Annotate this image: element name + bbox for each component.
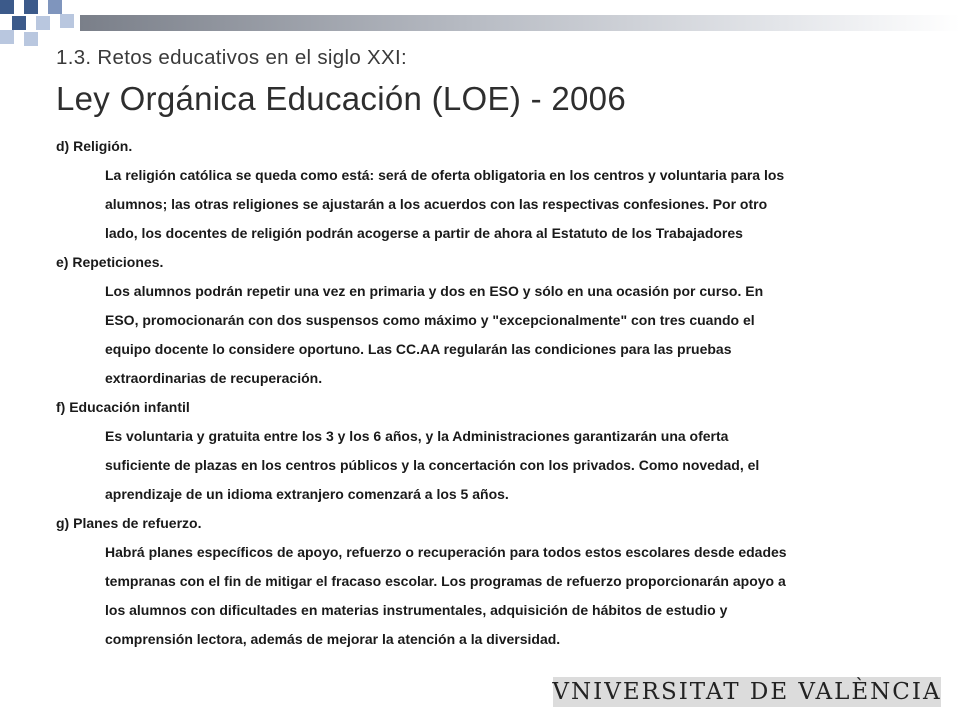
body-line: Los alumnos podrán repetir una vez en primaria y dos en ESO y sólo en una ocasión por curso. En <box>105 283 764 299</box>
decor-square <box>24 0 38 14</box>
decor-square <box>0 30 14 44</box>
section-heading: e) Repeticiones. <box>56 254 164 270</box>
decor-square <box>36 16 50 30</box>
body-line: aprendizaje de un idioma extranjero comenzará a los 5 años. <box>105 486 509 502</box>
decor-square <box>12 16 26 30</box>
decor-square <box>60 14 74 28</box>
body-line: Habrá planes específicos de apoyo, refuerzo o recuperación para todos estos escolares desde edades <box>105 544 787 560</box>
header-gradient-bar <box>80 15 960 31</box>
decor-square <box>48 0 62 14</box>
body-line: ESO, promocionarán con dos suspensos como máximo y "excepcionalmente" con tres cuando el <box>105 312 755 328</box>
decor-square <box>24 32 38 46</box>
slide-subtitle: 1.3. Retos educativos en el siglo XXI: <box>56 46 407 69</box>
slide-body <box>56 137 936 659</box>
section-heading: g) Planes de refuerzo. <box>56 515 202 531</box>
body-line: lado, los docentes de religión podrán acogerse a partir de ahora al Estatuto de los Trabajadores <box>105 225 743 241</box>
body-line: extraordinarias de recuperación. <box>105 370 323 386</box>
body-line: tempranas con el fin de mitigar el fracaso escolar. Los programas de refuerzo proporcionarán apoyo a <box>105 573 786 589</box>
section-heading: d) Religión. <box>56 138 133 154</box>
slide-title: Ley Orgánica Educación (LOE) - 2006 <box>56 80 626 117</box>
decor-square <box>0 0 14 14</box>
section-heading: f) Educación infantil <box>56 399 190 415</box>
body-line: suficiente de plazas en los centros públicos y la concertación con los privados. Como novedad, el <box>105 457 760 473</box>
body-line: equipo docente lo considere oportuno. Las CC.AA regularán las condiciones para las pruebas <box>105 341 732 357</box>
body-line: Es voluntaria y gratuita entre los 3 y los 6 años, y la Administraciones garantizarán una oferta <box>105 428 729 444</box>
body-line: La religión católica se queda como está: será de oferta obligatoria en los centros y voluntaria para los <box>105 167 785 183</box>
university-logo: VNIVERSITAT DE VALÈNCIA <box>552 679 942 705</box>
body-line: comprensión lectora, además de mejorar la atención a la diversidad. <box>105 631 561 647</box>
body-line: alumnos; las otras religiones se ajustarán a los acuerdos con las respectivas confesiones. Por otro <box>105 196 768 212</box>
body-line: los alumnos con dificultades en materias instrumentales, adquisición de hábitos de estudio y <box>105 602 728 618</box>
